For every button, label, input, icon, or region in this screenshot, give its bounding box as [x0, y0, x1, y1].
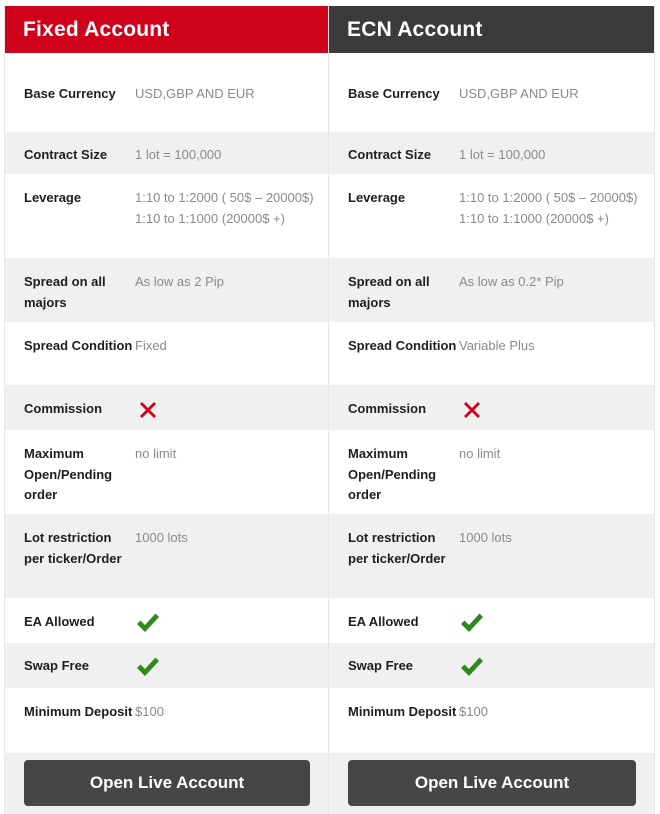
- row-label: Lot restriction per ticker/Order: [348, 530, 446, 566]
- row-label: Base Currency: [348, 86, 440, 101]
- check-icon: [459, 654, 485, 680]
- table-row: [5, 430, 328, 514]
- row-value: no limit: [135, 446, 177, 461]
- table-row: [329, 53, 654, 132]
- cross-icon: [459, 397, 485, 423]
- table-row: [329, 514, 654, 598]
- row-value: [459, 610, 654, 643]
- table-row: [5, 322, 328, 385]
- row-label: EA Allowed: [348, 614, 419, 629]
- row-value: As low as 0.2* Pip: [459, 274, 564, 289]
- row-value: 1:10 to 1:2000 ( 50$ – 20000$) 1:10 to 1:1000 (20000$ +): [459, 190, 638, 226]
- row-label: Leverage: [24, 190, 82, 205]
- row-value: 1:10 to 1:2000 ( 50$ – 20000$) 1:10 to 1:1000 (20000$ +): [135, 190, 314, 226]
- row-value: $100: [135, 704, 164, 719]
- row-label: EA Allowed: [24, 614, 95, 629]
- fixed-account-footer: [5, 753, 328, 814]
- row-value: [135, 654, 328, 687]
- row-value: Fixed: [135, 338, 167, 353]
- table-row: [329, 174, 654, 258]
- check-icon: [459, 610, 485, 636]
- row-value: USD,GBP AND EUR: [459, 86, 579, 101]
- table-row: [5, 53, 328, 132]
- table-row: [329, 643, 654, 688]
- row-value: Variable Plus: [459, 338, 535, 353]
- row-label: Contract Size: [348, 147, 432, 162]
- table-row: [5, 174, 328, 258]
- row-label: Lot restriction per ticker/Order: [24, 530, 122, 566]
- ecn-account-rows: [329, 53, 654, 751]
- row-value: [135, 397, 328, 430]
- row-value: [135, 610, 328, 643]
- cross-icon: [135, 397, 161, 423]
- row-label: Base Currency: [24, 86, 116, 101]
- table-row: [329, 322, 654, 385]
- table-row: [5, 385, 328, 430]
- row-label: Spread on all majors: [348, 274, 430, 310]
- row-value: [459, 654, 654, 687]
- ecn-account-footer: [329, 753, 654, 814]
- row-label: Commission: [24, 401, 103, 416]
- table-row: [329, 258, 654, 322]
- row-value: 1 lot = 100,000: [459, 147, 546, 162]
- ecn-open-live-account-button[interactable]: Open Live Account: [348, 760, 636, 806]
- row-value: USD,GBP AND EUR: [135, 86, 255, 101]
- table-row: [5, 258, 328, 322]
- fixed-account-header: Fixed Account: [5, 6, 328, 53]
- row-value: $100: [459, 704, 488, 719]
- row-label: Leverage: [348, 190, 406, 205]
- row-value: 1000 lots: [459, 530, 512, 545]
- row-label: Minimum Deposit: [24, 704, 133, 719]
- row-label: Minimum Deposit: [348, 704, 457, 719]
- row-label: Maximum Open/Pending order: [348, 446, 437, 502]
- ecn-account-header: ECN Account: [329, 6, 654, 53]
- table-row: [5, 132, 328, 174]
- table-row: [329, 385, 654, 430]
- row-label: Commission: [348, 401, 427, 416]
- table-row: [329, 598, 654, 643]
- table-row: [5, 643, 328, 688]
- table-row: [5, 514, 328, 598]
- row-label: Swap Free: [24, 658, 90, 673]
- table-row: [5, 598, 328, 643]
- table-row: [5, 688, 328, 751]
- check-icon: [135, 610, 161, 636]
- row-value: no limit: [459, 446, 501, 461]
- row-label: Spread on all majors: [24, 274, 106, 310]
- row-value: [459, 397, 654, 430]
- row-label: Spread Condition: [24, 338, 133, 353]
- fixed-account-column: [4, 6, 329, 814]
- table-row: [329, 430, 654, 514]
- row-label: Contract Size: [24, 147, 108, 162]
- table-row: [329, 132, 654, 174]
- row-label: Spread Condition: [348, 338, 457, 353]
- ecn-account-column: [329, 6, 655, 814]
- row-value: 1000 lots: [135, 530, 188, 545]
- row-label: Maximum Open/Pending order: [24, 446, 113, 502]
- check-icon: [135, 654, 161, 680]
- row-value: As low as 2 Pip: [135, 274, 224, 289]
- fixed-account-rows: [5, 53, 328, 751]
- table-row: [329, 688, 654, 751]
- row-value: 1 lot = 100,000: [135, 147, 222, 162]
- row-label: Swap Free: [348, 658, 414, 673]
- fixed-open-live-account-button[interactable]: Open Live Account: [24, 760, 310, 806]
